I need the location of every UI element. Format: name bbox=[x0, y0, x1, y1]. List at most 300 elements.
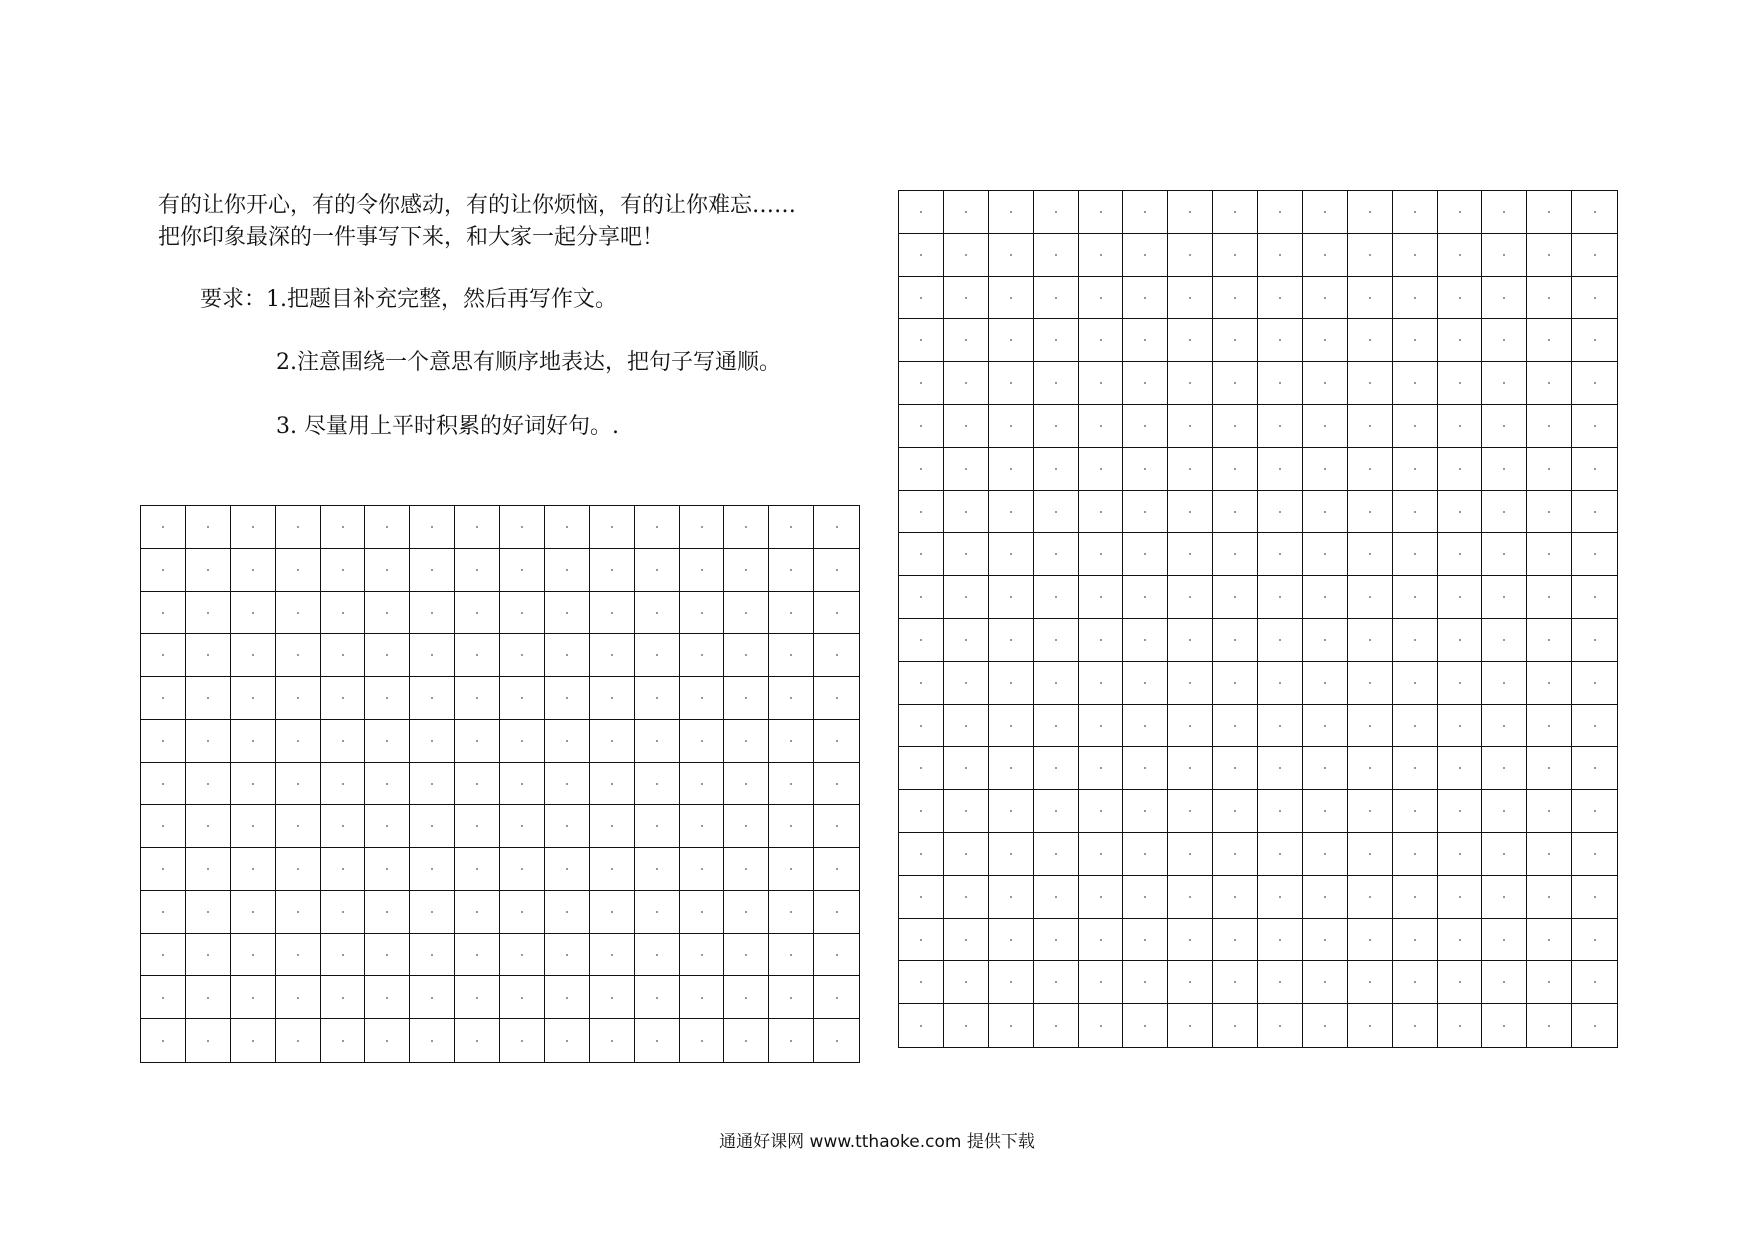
grid-cell[interactable] bbox=[724, 677, 769, 720]
grid-cell[interactable] bbox=[321, 634, 366, 677]
grid-cell[interactable] bbox=[1168, 833, 1213, 876]
grid-cell[interactable] bbox=[1258, 277, 1303, 320]
grid-cell[interactable] bbox=[1123, 619, 1168, 662]
grid-cell[interactable] bbox=[321, 720, 366, 763]
grid-cell[interactable] bbox=[365, 549, 410, 592]
grid-cell[interactable] bbox=[1079, 191, 1124, 234]
grid-cell[interactable] bbox=[635, 805, 680, 848]
grid-cell[interactable] bbox=[680, 934, 725, 977]
grid-cell[interactable] bbox=[635, 506, 680, 549]
grid-cell[interactable] bbox=[1123, 705, 1168, 748]
grid-cell[interactable] bbox=[1438, 362, 1483, 405]
grid-cell[interactable] bbox=[1123, 747, 1168, 790]
grid-cell[interactable] bbox=[1213, 919, 1258, 962]
grid-cell[interactable] bbox=[410, 1019, 455, 1062]
grid-cell[interactable] bbox=[1213, 705, 1258, 748]
grid-cell[interactable] bbox=[1123, 491, 1168, 534]
grid-cell[interactable] bbox=[1438, 533, 1483, 576]
grid-cell[interactable] bbox=[321, 805, 366, 848]
grid-cell[interactable] bbox=[365, 634, 410, 677]
grid-cell[interactable] bbox=[1348, 533, 1393, 576]
grid-cell[interactable] bbox=[1303, 833, 1348, 876]
grid-cell[interactable] bbox=[1123, 362, 1168, 405]
grid-cell[interactable] bbox=[1034, 747, 1079, 790]
grid-cell[interactable] bbox=[1123, 448, 1168, 491]
grid-cell[interactable] bbox=[186, 506, 231, 549]
grid-cell[interactable] bbox=[1034, 961, 1079, 1004]
grid-cell[interactable] bbox=[989, 362, 1034, 405]
grid-cell[interactable] bbox=[1393, 277, 1438, 320]
grid-cell[interactable] bbox=[1303, 191, 1348, 234]
grid-cell[interactable] bbox=[769, 720, 814, 763]
grid-cell[interactable] bbox=[1527, 1004, 1572, 1047]
grid-cell[interactable] bbox=[944, 448, 989, 491]
grid-cell[interactable] bbox=[1572, 961, 1617, 1004]
grid-cell[interactable] bbox=[545, 976, 590, 1019]
grid-cell[interactable] bbox=[1303, 277, 1348, 320]
grid-cell[interactable] bbox=[1393, 234, 1438, 277]
grid-cell[interactable] bbox=[1348, 448, 1393, 491]
grid-cell[interactable] bbox=[1348, 961, 1393, 1004]
grid-cell[interactable] bbox=[989, 747, 1034, 790]
grid-cell[interactable] bbox=[1438, 234, 1483, 277]
grid-cell[interactable] bbox=[680, 677, 725, 720]
grid-cell[interactable] bbox=[1482, 405, 1527, 448]
grid-cell[interactable] bbox=[1123, 961, 1168, 1004]
grid-cell[interactable] bbox=[1527, 790, 1572, 833]
grid-cell[interactable] bbox=[1213, 491, 1258, 534]
grid-cell[interactable] bbox=[1034, 362, 1079, 405]
grid-cell[interactable] bbox=[1168, 319, 1213, 362]
grid-cell[interactable] bbox=[635, 763, 680, 806]
grid-cell[interactable] bbox=[410, 506, 455, 549]
grid-cell[interactable] bbox=[1393, 448, 1438, 491]
grid-cell[interactable] bbox=[365, 976, 410, 1019]
grid-cell[interactable] bbox=[365, 506, 410, 549]
grid-cell[interactable] bbox=[1213, 619, 1258, 662]
grid-cell[interactable] bbox=[1079, 790, 1124, 833]
grid-cell[interactable] bbox=[500, 592, 545, 635]
grid-cell[interactable] bbox=[1079, 833, 1124, 876]
grid-cell[interactable] bbox=[1168, 919, 1213, 962]
grid-cell[interactable] bbox=[944, 619, 989, 662]
grid-cell[interactable] bbox=[989, 662, 1034, 705]
grid-cell[interactable] bbox=[1438, 405, 1483, 448]
grid-cell[interactable] bbox=[635, 592, 680, 635]
grid-cell[interactable] bbox=[1034, 533, 1079, 576]
grid-cell[interactable] bbox=[1527, 191, 1572, 234]
grid-cell[interactable] bbox=[944, 790, 989, 833]
grid-cell[interactable] bbox=[1438, 790, 1483, 833]
grid-cell[interactable] bbox=[769, 805, 814, 848]
grid-cell[interactable] bbox=[1393, 705, 1438, 748]
grid-cell[interactable] bbox=[1079, 1004, 1124, 1047]
grid-cell[interactable] bbox=[814, 1019, 859, 1062]
grid-cell[interactable] bbox=[1348, 833, 1393, 876]
grid-cell[interactable] bbox=[1393, 319, 1438, 362]
grid-cell[interactable] bbox=[814, 634, 859, 677]
grid-cell[interactable] bbox=[1303, 319, 1348, 362]
grid-cell[interactable] bbox=[1168, 405, 1213, 448]
grid-cell[interactable] bbox=[276, 1019, 321, 1062]
grid-cell[interactable] bbox=[899, 191, 944, 234]
grid-cell[interactable] bbox=[944, 362, 989, 405]
grid-cell[interactable] bbox=[899, 405, 944, 448]
grid-cell[interactable] bbox=[814, 592, 859, 635]
grid-cell[interactable] bbox=[1527, 833, 1572, 876]
grid-cell[interactable] bbox=[1527, 319, 1572, 362]
grid-cell[interactable] bbox=[455, 976, 500, 1019]
grid-cell[interactable] bbox=[186, 549, 231, 592]
grid-cell[interactable] bbox=[590, 549, 635, 592]
grid-cell[interactable] bbox=[724, 506, 769, 549]
grid-cell[interactable] bbox=[1527, 747, 1572, 790]
grid-cell[interactable] bbox=[321, 549, 366, 592]
grid-cell[interactable] bbox=[1213, 1004, 1258, 1047]
grid-cell[interactable] bbox=[1168, 191, 1213, 234]
grid-cell[interactable] bbox=[186, 934, 231, 977]
grid-cell[interactable] bbox=[769, 677, 814, 720]
grid-cell[interactable] bbox=[814, 763, 859, 806]
grid-cell[interactable] bbox=[455, 1019, 500, 1062]
grid-cell[interactable] bbox=[899, 961, 944, 1004]
grid-cell[interactable] bbox=[1034, 191, 1079, 234]
grid-cell[interactable] bbox=[769, 976, 814, 1019]
grid-cell[interactable] bbox=[1123, 833, 1168, 876]
grid-cell[interactable] bbox=[1438, 876, 1483, 919]
grid-cell[interactable] bbox=[635, 549, 680, 592]
grid-cell[interactable] bbox=[1079, 448, 1124, 491]
grid-cell[interactable] bbox=[1303, 747, 1348, 790]
grid-cell[interactable] bbox=[1482, 619, 1527, 662]
grid-cell[interactable] bbox=[944, 491, 989, 534]
grid-cell[interactable] bbox=[1213, 277, 1258, 320]
grid-cell[interactable] bbox=[231, 634, 276, 677]
grid-cell[interactable] bbox=[321, 848, 366, 891]
grid-cell[interactable] bbox=[410, 634, 455, 677]
grid-cell[interactable] bbox=[989, 705, 1034, 748]
grid-cell[interactable] bbox=[769, 848, 814, 891]
grid-cell[interactable] bbox=[944, 234, 989, 277]
grid-cell[interactable] bbox=[231, 592, 276, 635]
grid-cell[interactable] bbox=[186, 592, 231, 635]
grid-cell[interactable] bbox=[899, 705, 944, 748]
grid-cell[interactable] bbox=[455, 891, 500, 934]
grid-cell[interactable] bbox=[1438, 747, 1483, 790]
grid-cell[interactable] bbox=[1258, 961, 1303, 1004]
grid-cell[interactable] bbox=[321, 1019, 366, 1062]
grid-cell[interactable] bbox=[321, 592, 366, 635]
grid-cell[interactable] bbox=[680, 976, 725, 1019]
grid-cell[interactable] bbox=[545, 763, 590, 806]
grid-cell[interactable] bbox=[1572, 876, 1617, 919]
grid-cell[interactable] bbox=[1213, 790, 1258, 833]
grid-cell[interactable] bbox=[680, 763, 725, 806]
grid-cell[interactable] bbox=[276, 634, 321, 677]
grid-cell[interactable] bbox=[989, 448, 1034, 491]
grid-cell[interactable] bbox=[1034, 662, 1079, 705]
grid-cell[interactable] bbox=[1438, 448, 1483, 491]
grid-cell[interactable] bbox=[1527, 362, 1572, 405]
grid-cell[interactable] bbox=[1438, 619, 1483, 662]
grid-cell[interactable] bbox=[899, 448, 944, 491]
grid-cell[interactable] bbox=[1034, 833, 1079, 876]
grid-cell[interactable] bbox=[231, 549, 276, 592]
grid-cell[interactable] bbox=[545, 1019, 590, 1062]
grid-cell[interactable] bbox=[944, 576, 989, 619]
grid-cell[interactable] bbox=[1572, 662, 1617, 705]
grid-cell[interactable] bbox=[1572, 448, 1617, 491]
grid-cell[interactable] bbox=[410, 677, 455, 720]
grid-cell[interactable] bbox=[1034, 448, 1079, 491]
grid-cell[interactable] bbox=[1079, 533, 1124, 576]
grid-cell[interactable] bbox=[365, 720, 410, 763]
grid-cell[interactable] bbox=[1079, 234, 1124, 277]
grid-cell[interactable] bbox=[1258, 234, 1303, 277]
grid-cell[interactable] bbox=[500, 763, 545, 806]
grid-cell[interactable] bbox=[1527, 576, 1572, 619]
grid-cell[interactable] bbox=[680, 634, 725, 677]
grid-cell[interactable] bbox=[1482, 576, 1527, 619]
grid-cell[interactable] bbox=[365, 891, 410, 934]
grid-cell[interactable] bbox=[1438, 277, 1483, 320]
grid-cell[interactable] bbox=[1393, 491, 1438, 534]
grid-cell[interactable] bbox=[321, 934, 366, 977]
grid-cell[interactable] bbox=[365, 592, 410, 635]
grid-cell[interactable] bbox=[944, 876, 989, 919]
grid-cell[interactable] bbox=[141, 677, 186, 720]
grid-cell[interactable] bbox=[1527, 533, 1572, 576]
grid-cell[interactable] bbox=[141, 592, 186, 635]
grid-cell[interactable] bbox=[1034, 705, 1079, 748]
grid-cell[interactable] bbox=[1079, 277, 1124, 320]
grid-cell[interactable] bbox=[1527, 961, 1572, 1004]
grid-cell[interactable] bbox=[410, 549, 455, 592]
grid-cell[interactable] bbox=[545, 592, 590, 635]
grid-cell[interactable] bbox=[1438, 319, 1483, 362]
grid-cell[interactable] bbox=[1438, 1004, 1483, 1047]
grid-cell[interactable] bbox=[455, 592, 500, 635]
grid-cell[interactable] bbox=[814, 677, 859, 720]
grid-cell[interactable] bbox=[500, 1019, 545, 1062]
grid-cell[interactable] bbox=[455, 848, 500, 891]
grid-cell[interactable] bbox=[1079, 619, 1124, 662]
grid-cell[interactable] bbox=[1213, 876, 1258, 919]
grid-cell[interactable] bbox=[1034, 234, 1079, 277]
grid-cell[interactable] bbox=[680, 549, 725, 592]
grid-cell[interactable] bbox=[899, 277, 944, 320]
grid-cell[interactable] bbox=[410, 805, 455, 848]
grid-cell[interactable] bbox=[410, 976, 455, 1019]
grid-cell[interactable] bbox=[321, 763, 366, 806]
grid-cell[interactable] bbox=[1303, 790, 1348, 833]
grid-cell[interactable] bbox=[724, 848, 769, 891]
grid-cell[interactable] bbox=[141, 891, 186, 934]
grid-cell[interactable] bbox=[1348, 919, 1393, 962]
grid-cell[interactable] bbox=[1079, 576, 1124, 619]
grid-cell[interactable] bbox=[1572, 833, 1617, 876]
grid-cell[interactable] bbox=[186, 634, 231, 677]
grid-cell[interactable] bbox=[1438, 919, 1483, 962]
grid-cell[interactable] bbox=[1482, 662, 1527, 705]
grid-cell[interactable] bbox=[814, 976, 859, 1019]
grid-cell[interactable] bbox=[899, 790, 944, 833]
grid-cell[interactable] bbox=[944, 961, 989, 1004]
grid-cell[interactable] bbox=[1303, 705, 1348, 748]
grid-cell[interactable] bbox=[814, 848, 859, 891]
grid-cell[interactable] bbox=[1527, 705, 1572, 748]
grid-cell[interactable] bbox=[1438, 961, 1483, 1004]
grid-cell[interactable] bbox=[724, 592, 769, 635]
grid-cell[interactable] bbox=[1034, 576, 1079, 619]
grid-cell[interactable] bbox=[500, 720, 545, 763]
grid-cell[interactable] bbox=[1034, 405, 1079, 448]
grid-cell[interactable] bbox=[1393, 662, 1438, 705]
grid-cell[interactable] bbox=[1258, 533, 1303, 576]
grid-cell[interactable] bbox=[1123, 919, 1168, 962]
grid-cell[interactable] bbox=[1482, 833, 1527, 876]
grid-cell[interactable] bbox=[1482, 747, 1527, 790]
grid-cell[interactable] bbox=[1393, 747, 1438, 790]
grid-cell[interactable] bbox=[500, 848, 545, 891]
grid-cell[interactable] bbox=[1303, 533, 1348, 576]
grid-cell[interactable] bbox=[1303, 876, 1348, 919]
grid-cell[interactable] bbox=[590, 677, 635, 720]
grid-cell[interactable] bbox=[989, 191, 1034, 234]
grid-cell[interactable] bbox=[1258, 491, 1303, 534]
grid-cell[interactable] bbox=[1123, 234, 1168, 277]
grid-cell[interactable] bbox=[1348, 790, 1393, 833]
grid-cell[interactable] bbox=[724, 763, 769, 806]
grid-cell[interactable] bbox=[1213, 961, 1258, 1004]
grid-cell[interactable] bbox=[1079, 491, 1124, 534]
grid-cell[interactable] bbox=[1572, 319, 1617, 362]
grid-cell[interactable] bbox=[635, 848, 680, 891]
grid-cell[interactable] bbox=[1213, 234, 1258, 277]
grid-cell[interactable] bbox=[410, 720, 455, 763]
grid-cell[interactable] bbox=[899, 662, 944, 705]
grid-cell[interactable] bbox=[1168, 533, 1213, 576]
grid-cell[interactable] bbox=[1213, 833, 1258, 876]
grid-cell[interactable] bbox=[1303, 961, 1348, 1004]
grid-cell[interactable] bbox=[1258, 919, 1303, 962]
grid-cell[interactable] bbox=[1213, 662, 1258, 705]
grid-cell[interactable] bbox=[186, 677, 231, 720]
grid-cell[interactable] bbox=[1258, 576, 1303, 619]
grid-cell[interactable] bbox=[1123, 662, 1168, 705]
grid-cell[interactable] bbox=[899, 833, 944, 876]
grid-cell[interactable] bbox=[1572, 191, 1617, 234]
grid-cell[interactable] bbox=[944, 833, 989, 876]
grid-cell[interactable] bbox=[1213, 533, 1258, 576]
grid-cell[interactable] bbox=[186, 763, 231, 806]
grid-cell[interactable] bbox=[1527, 277, 1572, 320]
grid-cell[interactable] bbox=[1482, 1004, 1527, 1047]
grid-cell[interactable] bbox=[455, 805, 500, 848]
grid-cell[interactable] bbox=[1303, 1004, 1348, 1047]
grid-cell[interactable] bbox=[989, 277, 1034, 320]
grid-cell[interactable] bbox=[769, 763, 814, 806]
grid-cell[interactable] bbox=[899, 1004, 944, 1047]
grid-cell[interactable] bbox=[899, 533, 944, 576]
grid-cell[interactable] bbox=[455, 506, 500, 549]
grid-cell[interactable] bbox=[231, 891, 276, 934]
grid-cell[interactable] bbox=[141, 763, 186, 806]
grid-cell[interactable] bbox=[276, 934, 321, 977]
grid-cell[interactable] bbox=[989, 833, 1034, 876]
grid-cell[interactable] bbox=[1258, 876, 1303, 919]
grid-cell[interactable] bbox=[1482, 533, 1527, 576]
grid-cell[interactable] bbox=[724, 805, 769, 848]
grid-cell[interactable] bbox=[1348, 1004, 1393, 1047]
grid-cell[interactable] bbox=[1079, 662, 1124, 705]
grid-cell[interactable] bbox=[899, 491, 944, 534]
grid-cell[interactable] bbox=[186, 1019, 231, 1062]
grid-cell[interactable] bbox=[365, 677, 410, 720]
grid-cell[interactable] bbox=[1258, 191, 1303, 234]
grid-cell[interactable] bbox=[590, 934, 635, 977]
grid-cell[interactable] bbox=[1079, 961, 1124, 1004]
grid-cell[interactable] bbox=[989, 576, 1034, 619]
grid-cell[interactable] bbox=[455, 677, 500, 720]
grid-cell[interactable] bbox=[231, 848, 276, 891]
grid-cell[interactable] bbox=[1527, 876, 1572, 919]
grid-cell[interactable] bbox=[141, 1019, 186, 1062]
grid-cell[interactable] bbox=[1527, 491, 1572, 534]
grid-cell[interactable] bbox=[1034, 790, 1079, 833]
grid-cell[interactable] bbox=[321, 891, 366, 934]
grid-cell[interactable] bbox=[769, 634, 814, 677]
grid-cell[interactable] bbox=[769, 506, 814, 549]
grid-cell[interactable] bbox=[590, 763, 635, 806]
grid-cell[interactable] bbox=[724, 891, 769, 934]
grid-cell[interactable] bbox=[1303, 919, 1348, 962]
grid-cell[interactable] bbox=[1348, 491, 1393, 534]
grid-cell[interactable] bbox=[276, 506, 321, 549]
writing-grid-right[interactable] bbox=[898, 190, 1618, 1048]
grid-cell[interactable] bbox=[1168, 277, 1213, 320]
grid-cell[interactable] bbox=[899, 234, 944, 277]
grid-cell[interactable] bbox=[1168, 662, 1213, 705]
grid-cell[interactable] bbox=[1213, 319, 1258, 362]
grid-cell[interactable] bbox=[455, 934, 500, 977]
grid-cell[interactable] bbox=[989, 1004, 1034, 1047]
grid-cell[interactable] bbox=[1123, 533, 1168, 576]
grid-cell[interactable] bbox=[1527, 234, 1572, 277]
grid-cell[interactable] bbox=[989, 790, 1034, 833]
grid-cell[interactable] bbox=[1572, 234, 1617, 277]
grid-cell[interactable] bbox=[1572, 619, 1617, 662]
grid-cell[interactable] bbox=[500, 805, 545, 848]
grid-cell[interactable] bbox=[1258, 662, 1303, 705]
grid-cell[interactable] bbox=[944, 277, 989, 320]
grid-cell[interactable] bbox=[590, 1019, 635, 1062]
grid-cell[interactable] bbox=[1168, 619, 1213, 662]
grid-cell[interactable] bbox=[769, 592, 814, 635]
grid-cell[interactable] bbox=[365, 805, 410, 848]
grid-cell[interactable] bbox=[1079, 362, 1124, 405]
grid-cell[interactable] bbox=[1348, 362, 1393, 405]
grid-cell[interactable] bbox=[769, 891, 814, 934]
grid-cell[interactable] bbox=[1393, 876, 1438, 919]
grid-cell[interactable] bbox=[944, 1004, 989, 1047]
grid-cell[interactable] bbox=[1034, 876, 1079, 919]
grid-cell[interactable] bbox=[410, 848, 455, 891]
grid-cell[interactable] bbox=[500, 506, 545, 549]
grid-cell[interactable] bbox=[1258, 448, 1303, 491]
grid-cell[interactable] bbox=[141, 634, 186, 677]
grid-cell[interactable] bbox=[1438, 662, 1483, 705]
